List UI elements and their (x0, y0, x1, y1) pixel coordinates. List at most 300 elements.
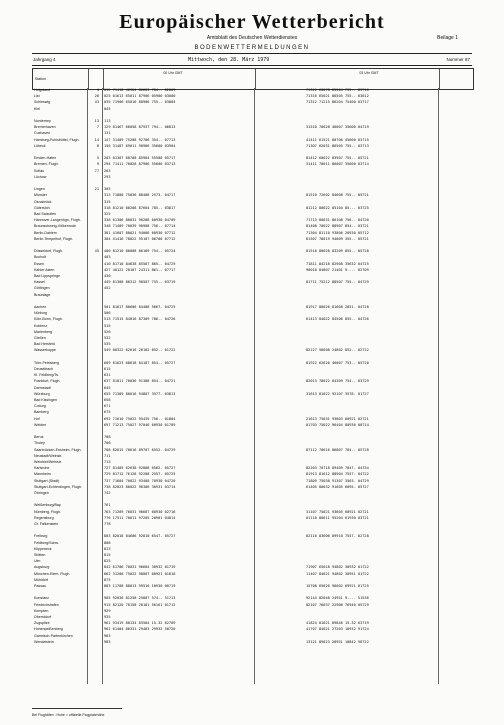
table-row (32, 528, 472, 533)
time-header-00: 00 Uhr GMT (163, 71, 183, 75)
observation-03: 41707 84021 27203 10932 91724 (306, 627, 369, 632)
observation-03: 81408 70022 88907 854-- 03721 (306, 224, 369, 229)
observation-03: 81412 60022 83907 755-- 05721 (306, 156, 369, 161)
observation-00: 935 (104, 615, 111, 619)
station-number: 21 (94, 187, 99, 192)
observation-03: 92144 82048 24951 9---- 51536 (306, 596, 369, 601)
table-row (32, 410, 472, 415)
observation-00: 313 71808 75036 88408 2573- 04717 (104, 193, 176, 198)
observation-00: 675 (104, 410, 111, 415)
observation-00: 263 (104, 168, 111, 173)
observation-00: 637 81811 70036 91308 854-- 04721 (104, 379, 176, 384)
observation-00: 929 (104, 608, 111, 613)
station-name: Marienberg (34, 329, 53, 334)
observation-00: 742 (104, 491, 111, 495)
station-number: 8 (96, 143, 99, 148)
table-row (32, 417, 472, 422)
table-row (32, 553, 472, 558)
station-name: München-Riem, Flugh. (34, 571, 71, 576)
station-name: Weiden (34, 422, 47, 427)
table-row (32, 634, 472, 639)
observation-03: 81212 80022 85104 85--- 03725 (306, 205, 369, 210)
observation-00: 862 31208 75022 98007 60921 01818 (104, 571, 176, 576)
observation-00: 963 (104, 633, 111, 638)
observation-00: 410 81710 84638 85507 865-- 04729 (104, 261, 176, 266)
station-name: Trier-Petrisberg (34, 360, 59, 365)
observation-00: 035 71906 65016 88906 755-- 03804 (104, 100, 176, 105)
station-name: Bad Lippspringe (34, 274, 60, 278)
observation-00: 400 81210 80008 86109 754-- 05724 (104, 249, 176, 254)
station-number: 26 (94, 94, 99, 99)
observation-03: 82227 56608 24802 852-- 02722 (306, 348, 369, 353)
observation-03: 81913 81612 88904 7557- 04722 (306, 472, 369, 477)
station-name: Helgoland (34, 88, 51, 92)
observation-00: 761 (104, 503, 111, 508)
table-row (32, 200, 472, 205)
table-row (32, 119, 472, 124)
station-name: Mannheim (34, 472, 51, 477)
table-row (32, 231, 472, 236)
table-row (32, 386, 472, 391)
observation-00: 526 (104, 329, 111, 334)
table-row (32, 212, 472, 217)
station-name: Cuxhaven (34, 131, 51, 136)
station-name: Wendelstein (34, 639, 54, 644)
table-row (32, 286, 472, 291)
table-row (32, 156, 472, 161)
observation-00: 776 17511 70011 97205 20901 04814 (104, 515, 176, 520)
station-name: Wasserkuppe (34, 348, 56, 353)
station-name: Augsburg (34, 565, 50, 570)
table-row (32, 541, 472, 546)
page-subtitle: Amtsblatt des Deutschen Wetterdienstes (206, 35, 298, 41)
station-number: 4 (96, 88, 99, 92)
observation-00: 905 92036 81258 25807 574-- 51713 (104, 596, 176, 601)
observation-03: 41411 61521 80706 45600 03715 (306, 137, 369, 142)
table-row (32, 293, 472, 298)
table-row (32, 162, 472, 167)
observation-00: 778 (104, 522, 111, 526)
table-row (32, 565, 472, 570)
table-row (32, 510, 472, 515)
station-name: Hohenpeißenberg (34, 627, 63, 632)
observation-03: 71307 62031 86505 755-- 03713 (306, 143, 369, 148)
report-date: Mittwoch, den 28. März 1979 (188, 57, 270, 63)
footnote: Bei Flughäfen : Hohe = offizielle Flugplatzhöhe (32, 713, 105, 717)
station-name: Mühldorf (34, 577, 48, 582)
table-row (32, 627, 472, 632)
station-name: Tholey (34, 441, 45, 446)
station-name: Stuttgart (Stadt) (34, 478, 60, 483)
observation-00: 506 (104, 311, 111, 316)
table-row (32, 398, 472, 403)
station-name: Berlin-Dahlem (34, 230, 57, 235)
station-name: Weinbiet/Weinstr. (34, 460, 62, 464)
observation-03: 31107 75021 93605 60921 02721 (306, 509, 369, 514)
table-row (32, 479, 472, 484)
table-row (32, 336, 472, 341)
time-header-03: 03 Uhr GMT (359, 71, 379, 75)
station-name: Öhringen (34, 491, 49, 495)
station-name: Darmstadt (34, 385, 51, 390)
table-row (32, 262, 472, 267)
observation-03: 71304 81110 93806 20930 05712 (306, 230, 369, 235)
observation-03: 01703 75022 96404 80930 00714 (306, 422, 369, 427)
observation-03: 31411 70011 86007 35600 03714 (306, 162, 369, 167)
station-name: Kassel (34, 280, 45, 285)
observation-00: 532 (104, 336, 111, 340)
observation-00: 147 31409 75208 92706 354-- 07713 (104, 137, 176, 142)
observation-03: 61413 84022 84506 855-- 04726 (306, 317, 369, 322)
station-name: Friedrichshafen (34, 602, 59, 607)
station-name: Lüchow (34, 174, 47, 179)
observation-00: 025 01613 65011 87906 05900 03000 (104, 94, 176, 99)
station-name: Coburg (34, 404, 46, 409)
observation-00: 729 81712 76128 92208 2557- 05725 (104, 472, 176, 477)
station-number: 43 (94, 100, 99, 105)
station-name: Emden-Hafen (34, 156, 57, 161)
observation-00: 671 (104, 404, 111, 409)
station-name: Würzburg (34, 391, 50, 396)
station-name: Lübeck (34, 143, 46, 148)
observation-00: 883 11708 88013 99510 10930 00719 (104, 584, 176, 588)
observation-00: 338 61306 80031 90208 60930 04709 (104, 218, 176, 223)
station-name: Norderney (34, 119, 51, 123)
table-row (32, 206, 472, 211)
table-row (32, 584, 472, 589)
table-row (32, 125, 472, 130)
station-name: Göttingen (34, 286, 50, 291)
table-row (32, 392, 472, 397)
observation-03: 82013 78022 84309 754-- 03729 (306, 379, 369, 384)
station-name: Ulm (34, 559, 41, 564)
table-row (32, 193, 472, 198)
station-number: 45 (94, 249, 99, 254)
observation-00: 325 (104, 212, 111, 216)
station-name: Soltau (34, 168, 45, 173)
station-name: Berus (34, 435, 44, 440)
observation-03: 61405 80032 91605 6095- 05727 (306, 484, 369, 489)
observation-00: 549 80322 62616 26102 852-- 01722 (104, 348, 176, 353)
station-name: Zugspitze (34, 621, 50, 626)
station-name: Saarbrücken-Ensheim, Flugh. (34, 447, 82, 452)
observation-03: 82203 70718 89409 7847- 04734 (306, 466, 369, 471)
table-row (32, 311, 472, 316)
station-name: Karlsruhe (34, 466, 50, 471)
table-row (32, 572, 472, 577)
observation-00: 961 93419 80134 83504 15-32 62709 (104, 621, 176, 626)
station-name: Oberstdorf (34, 615, 51, 619)
observation-00: 875 (104, 577, 111, 582)
table-row (32, 435, 472, 440)
observation-00: 501 81617 80606 84408 5667- 04725 (104, 305, 176, 309)
divider (32, 53, 472, 54)
table-row (32, 355, 472, 360)
observation-03: 71312 71215 86204 75400 03717 (306, 100, 369, 105)
page-title: Europäischer Wetterbericht (119, 11, 385, 33)
table-row (32, 144, 472, 149)
table-row (32, 150, 472, 155)
table-row (32, 299, 472, 304)
table-row (32, 615, 472, 620)
observation-00: 738 82023 80022 96306 30931 03714 (104, 484, 176, 489)
divider (32, 65, 472, 66)
station-name: Stötten (34, 553, 46, 557)
observation-03: 71316 65021 86505 755-- 03812 (306, 94, 369, 99)
observation-00: 655 71309 80016 94807 3577- 03813 (104, 391, 176, 396)
observation-00: 763 71209 76031 96607 60930 02716 (104, 509, 176, 514)
observation-03: 81516 80028 83209 855-- 05728 (306, 249, 369, 254)
table-row (32, 317, 472, 322)
station-name: Schleswig (34, 100, 51, 105)
station-name: Bremerhaven (34, 125, 56, 130)
table-row (32, 361, 472, 366)
observation-00: 692 71610 75022 95435 756-- 01804 (104, 416, 176, 421)
station-name: Freiburg (34, 534, 48, 539)
station-name: Bocholt (34, 255, 46, 260)
station-name: Feldberg/Schw. (34, 540, 59, 545)
table-row (32, 187, 472, 192)
table-row (32, 274, 472, 279)
station-name: Kiel (34, 106, 40, 111)
table-row (32, 454, 472, 459)
station-name: Osnabrück (34, 199, 52, 204)
station-name: Stuttgart-Echterdingen, Flugh. (34, 484, 82, 489)
observation-00: 513 71515 84016 87309 786-- 04726 (104, 317, 176, 322)
observation-00: 737 71604 70022 93408 70930 04720 (104, 478, 176, 483)
observation-03: 71713 80031 86108 756-- 04720 (306, 218, 369, 223)
observation-00: 113 (104, 119, 111, 123)
observation-03: 31510 70028 46007 35600 04719 (306, 125, 369, 130)
station-number: 13 (94, 119, 99, 123)
observation-00: 697 71213 75027 97046 60930 01709 (104, 422, 176, 427)
station-name: Münster (34, 193, 47, 198)
observation-00: 711 (104, 453, 111, 458)
table-row (32, 373, 472, 378)
station-name: Passau (34, 584, 46, 588)
station-name: Essen (34, 261, 44, 266)
station-name: List (34, 94, 40, 99)
table-row (32, 640, 472, 645)
station-name: Bad Kissingen (34, 398, 57, 402)
table-row (32, 94, 472, 99)
table-row (32, 255, 472, 260)
issue-number: Nummer 87 (446, 57, 470, 62)
table-row (32, 609, 472, 614)
station-name: Hannover-Langenhgn, Flugh. (34, 218, 81, 223)
table-row (32, 324, 472, 329)
table-header (32, 68, 474, 90)
observation-00: 708 (104, 435, 111, 440)
observation-00: 658 (104, 398, 111, 402)
station-number: 5 (96, 156, 99, 161)
station-name: Klippeneck (34, 546, 52, 551)
observation-00: 384 41416 78022 95107 06700 07712 (104, 236, 176, 241)
station-name: Berlin-Tempelhof, Flugh. (34, 236, 73, 241)
station-name: Düsseldorf, Flugh. (34, 249, 64, 254)
table-row (32, 175, 472, 180)
station-column-header: Station (35, 77, 46, 81)
station-name: Frankfurt, Flugh. (34, 379, 61, 384)
table-row (32, 503, 472, 508)
table-row (32, 330, 472, 335)
table-row (32, 441, 472, 446)
observation-00: 825 (104, 559, 111, 564)
observation-00: 318 81210 80208 87604 785-- 03817 (104, 205, 176, 210)
observation-00: 645 (104, 385, 111, 390)
observation-03: 87112 70616 86807 784-- 05728 (306, 447, 369, 452)
table-row (32, 522, 472, 527)
station-name: Koblenz (34, 323, 47, 328)
table-row (32, 497, 472, 502)
observation-00: 983 (104, 639, 111, 644)
volume-label: Jahrgang 4 (33, 57, 56, 62)
station-name: Bamberg (34, 410, 49, 415)
table-row (32, 237, 472, 242)
table-row (32, 181, 472, 186)
table-row (32, 603, 472, 608)
observation-00: 615 (104, 367, 111, 371)
observation-03: 15708 65026 96002 69921 01725 (306, 584, 369, 588)
observation-03: 81510 72602 84608 755-- 05721 (306, 193, 369, 198)
observation-00: 535 (104, 342, 111, 347)
observation-00: 727 81405 62638 92808 6562- 05727 (104, 466, 176, 471)
observation-00: 631 (104, 373, 111, 378)
table-row (32, 249, 472, 254)
observation-03: 01110 80611 95204 61930 03721 (306, 515, 369, 520)
table-row (32, 342, 472, 347)
station-number: 9 (96, 162, 99, 167)
observation-00: 203 01307 60708 85904 55500 05717 (104, 156, 176, 161)
observation-03: 81917 80026 81608 2851- 04728 (306, 305, 369, 309)
observation-00: 708 82015 70616 89707 6552- 04729 (104, 447, 176, 452)
table-row (32, 107, 472, 112)
station-name: Aachen (34, 305, 47, 309)
observation-00: 015 71418 46904 86603 784-- 82809 (104, 88, 176, 92)
observation-03: 31613 81022 92107 3578- 01727 (306, 391, 369, 396)
observation-03: 11407 84021 94802 30951 01722 (306, 571, 369, 576)
station-name: Gr. Falkenstein (34, 522, 59, 526)
observations-table (32, 88, 472, 684)
station-name: Kahler Asten (34, 267, 55, 272)
observation-00: 449 81308 80312 90507 755-- 03719 (104, 280, 176, 285)
observation-00: 452 (104, 286, 111, 291)
observation-00: 430 (104, 274, 111, 278)
table-row (32, 596, 472, 601)
observation-00: 808 (104, 540, 111, 545)
observation-00: 348 71409 70039 90908 756-- 07714 (104, 224, 176, 229)
station-name: Nürnberg, Flugh. (34, 509, 61, 514)
table-row (32, 138, 472, 143)
observation-00: 381 41607 80021 94006 60930 07712 (104, 230, 176, 235)
observation-03: 82107 76037 22906 76940 05729 (306, 602, 369, 607)
observation-00: 129 81467 66058 87937 794-- 06813 (104, 125, 176, 130)
observation-00: 813 (104, 546, 111, 551)
station-name: Nürburg (34, 311, 47, 316)
observation-03: 71907 65018 94802 30932 01722 (306, 565, 369, 570)
table-row (32, 423, 472, 428)
observation-00: 962 61404 80331 29483 29932 50720 (104, 627, 176, 632)
station-name: Hof (34, 416, 40, 421)
station-name: Gütersloh (34, 205, 50, 210)
station-number: 14 (94, 137, 99, 142)
table-row (32, 559, 472, 564)
table-row (32, 466, 472, 471)
station-number: 77 (94, 168, 99, 173)
table-row (32, 485, 472, 490)
table-row (32, 224, 472, 229)
station-number: 7 (96, 125, 99, 130)
table-row (32, 243, 472, 248)
table-row (32, 100, 472, 105)
station-name: Hamburg-Fuhlsbüttel, Flugh. (34, 137, 80, 142)
observation-03: 21613 75031 93803 60921 02721 (306, 416, 369, 421)
station-name: Lingen (34, 187, 45, 192)
table-row (32, 590, 472, 595)
table-row (32, 448, 472, 453)
observation-00: 515 (104, 323, 111, 328)
table-row (32, 367, 472, 372)
table-row (32, 491, 472, 496)
section-title: BODENWETTERMELDUNGEN (194, 45, 310, 51)
table-row (32, 268, 472, 273)
table-row (32, 305, 472, 310)
observation-00: 815 (104, 553, 111, 557)
station-name: Braunschweig-Völkenrode (34, 224, 76, 229)
table-row (32, 280, 472, 285)
station-name: Köln-Bonn, Flugh. (34, 317, 63, 322)
observation-03: 71312 60078 85504 755-- 83716 (306, 88, 369, 92)
table-row (32, 429, 472, 434)
station-name: Kl. Feldberg/Ts. (34, 373, 59, 378)
observation-00: 294 71411 70028 87906 55600 03713 (104, 162, 176, 167)
observation-00: 842 61706 70031 96604 30932 01719 (104, 565, 176, 570)
observation-00: 713 (104, 460, 111, 464)
observation-00: 427 40122 20107 24311 861-- 07717 (104, 267, 176, 272)
station-name: Gießen (34, 336, 46, 340)
station-name: Kempten (34, 608, 49, 613)
table-row (32, 131, 472, 136)
observation-03: 71809 75038 91307 3563- 04729 (306, 478, 369, 483)
table-row (32, 169, 472, 174)
observation-03: 82116 83606 89910 7557- 02728 (306, 534, 369, 539)
station-name: Braunlage (34, 292, 51, 297)
table-row (32, 516, 472, 521)
observation-00: 915 82120 78158 28101 56161 01712 (104, 602, 176, 607)
table-row (32, 379, 472, 384)
table-row (32, 472, 472, 477)
observation-00: 131 (104, 131, 111, 136)
table-row (32, 88, 472, 93)
station-name: Weißenburg/Bay. (34, 503, 62, 508)
station-name: Neustadt/Weinstr. (34, 453, 63, 458)
table-row (32, 547, 472, 552)
observation-03: 81507 78019 94009 355-- 05721 (306, 236, 369, 241)
observation-00: 803 82018 84606 92810 6547- 05727 (104, 534, 176, 539)
station-name: Bremen, Flugh. (34, 162, 59, 167)
observation-03: 71811 84218 82908 35632 04725 (306, 261, 369, 266)
observation-03: 81711 75212 88507 755-- 04729 (306, 280, 369, 285)
observation-00: 156 31407 69011 90906 35600 03904 (104, 143, 176, 148)
observation-03: 13121 89023 28951 10842 58722 (306, 639, 369, 644)
observation-00: 609 81623 68618 84107 854-- 05727 (104, 360, 176, 365)
table-row (32, 113, 472, 118)
observation-00: 315 (104, 199, 111, 204)
observation-00: 045 (104, 106, 111, 111)
table-row (32, 578, 472, 583)
station-name: Deuselbach (34, 367, 53, 371)
station-name: Regensburg (34, 515, 54, 520)
